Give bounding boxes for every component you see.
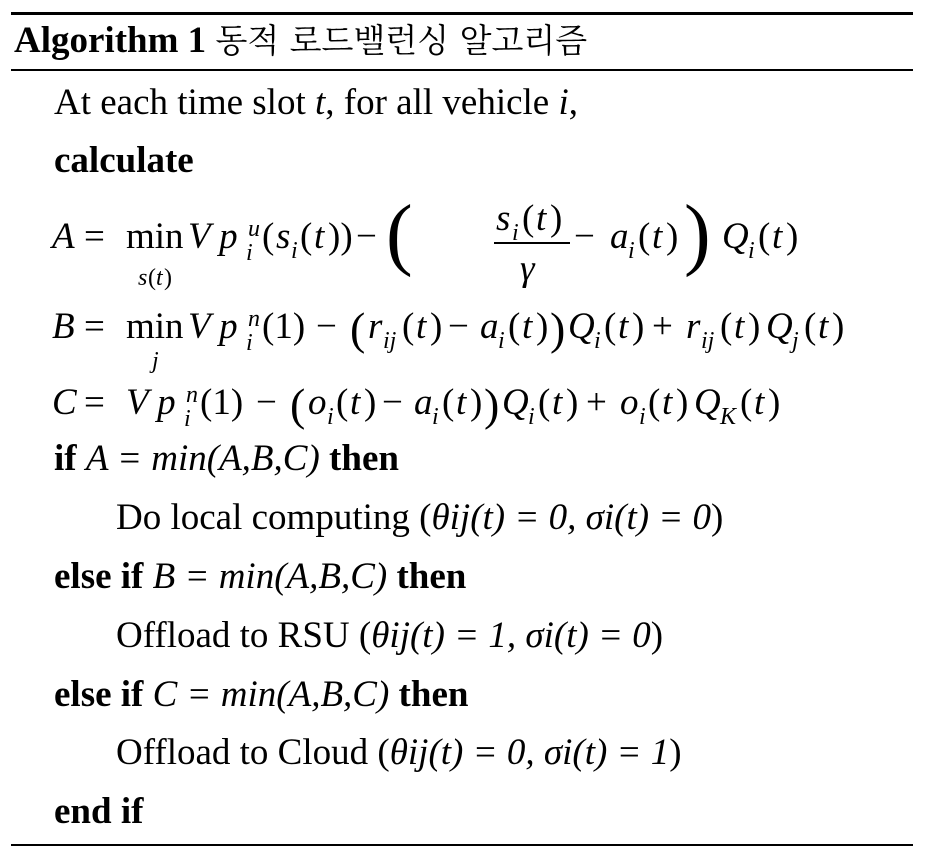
- svg-text:t: t: [416, 306, 427, 347]
- svg-text:): ): [470, 382, 483, 423]
- svg-text:γ: γ: [520, 248, 535, 289]
- top-rule: [11, 12, 913, 15]
- svg-text:i: i: [498, 328, 505, 354]
- svg-text:t: t: [156, 265, 163, 291]
- svg-text:(: (: [648, 382, 661, 423]
- cloud-text: Offload to Cloud: [116, 732, 369, 773]
- svg-text:): ): [832, 306, 845, 347]
- svg-text:): ): [676, 382, 689, 423]
- svg-text:a: a: [480, 306, 499, 347]
- svg-text:(: (: [386, 190, 413, 278]
- intro-line: [54, 80, 578, 126]
- svg-text:a: a: [414, 382, 433, 423]
- intro-var-t: t: [315, 82, 326, 123]
- svg-text:ij: ij: [383, 328, 397, 354]
- svg-text:t: t: [652, 216, 663, 257]
- svg-text:i: i: [184, 406, 191, 432]
- intro-text-a: At each time slot: [54, 82, 315, 123]
- svg-text:): ): [164, 265, 172, 291]
- svg-text:n: n: [248, 306, 260, 332]
- elseif-keyword: else if: [54, 674, 144, 715]
- svg-text:t: t: [618, 306, 629, 347]
- svg-text:t: t: [772, 216, 783, 257]
- svg-text:t: t: [818, 306, 829, 347]
- svg-text:−: −: [256, 382, 277, 423]
- then-keyword: then: [398, 674, 469, 715]
- svg-text:): ): [484, 379, 500, 430]
- if-line: [54, 436, 399, 482]
- equation-a: [50, 188, 810, 300]
- bottom-rule: [11, 844, 913, 846]
- svg-text:s: s: [496, 198, 511, 239]
- svg-text:(: (: [758, 216, 771, 257]
- cloud-line: Offload to Cloud (θij(t) = 0, σi(t) = 1): [116, 732, 682, 773]
- svg-text:): ): [430, 306, 443, 347]
- local-line: Do local computing (θij(t) = 0, σi(t) = 0): [116, 497, 724, 538]
- svg-text:i: i: [748, 238, 755, 264]
- rsu-equation: θij(t) = 1, σi(t) = 0: [371, 615, 651, 656]
- svg-text:V p: V p: [188, 216, 238, 257]
- algorithm-label: Algorithm 1: [14, 20, 207, 61]
- svg-text:s: s: [276, 216, 291, 257]
- svg-text:t: t: [522, 306, 533, 347]
- svg-text:(: (: [300, 216, 313, 257]
- svg-text:(: (: [740, 382, 753, 423]
- svg-text:i: i: [528, 404, 535, 430]
- svg-text:(: (: [538, 382, 551, 423]
- svg-text:(: (: [508, 306, 521, 347]
- elseif-keyword: else if: [54, 556, 144, 597]
- svg-text:−: −: [448, 306, 469, 347]
- header-rule: [11, 69, 913, 71]
- svg-text:(: (: [262, 216, 275, 257]
- svg-text:): ): [550, 198, 563, 239]
- svg-text:(: (: [402, 306, 415, 347]
- condition-b: B = min(A,B,C): [152, 556, 388, 597]
- svg-text:i: i: [594, 328, 601, 354]
- svg-text:s: s: [138, 265, 148, 291]
- algorithm-title-korean: 동적 로드밸런싱 알고리즘: [215, 21, 588, 60]
- svg-text:j: j: [792, 328, 799, 354]
- svg-text:j: j: [152, 348, 159, 374]
- svg-text:t: t: [552, 382, 563, 423]
- svg-text:t: t: [734, 306, 745, 347]
- elseif-c-line: [54, 672, 468, 718]
- svg-text:i: i: [432, 404, 439, 430]
- svg-text:o: o: [308, 382, 327, 423]
- rsu-line: Offload to RSU (θij(t) = 1, σi(t) = 0): [116, 615, 664, 656]
- local-equation: θij(t) = 0, σi(t) = 0: [431, 497, 712, 538]
- svg-text:t: t: [350, 382, 361, 423]
- svg-text:): ): [748, 306, 761, 347]
- svg-text:i: i: [291, 238, 298, 264]
- svg-text:A: A: [52, 216, 75, 257]
- intro-var-i: i: [558, 82, 569, 123]
- intro-text-b: , for all vehicle: [325, 82, 559, 123]
- svg-text:Q: Q: [722, 216, 749, 257]
- svg-text:): ): [536, 306, 549, 347]
- svg-text:i: i: [246, 330, 253, 356]
- endif-keyword: end if: [54, 791, 144, 832]
- svg-text:i: i: [628, 238, 635, 264]
- svg-text:t: t: [662, 382, 673, 423]
- svg-text:(: (: [442, 382, 455, 423]
- local-text: Do local computing: [116, 497, 410, 538]
- svg-text:t: t: [456, 382, 467, 423]
- if-keyword: if: [54, 438, 77, 479]
- calculate-keyword: calculate: [54, 140, 194, 181]
- svg-text:=: =: [84, 306, 105, 347]
- svg-text:): ): [566, 382, 579, 423]
- condition-a: A = min(A,B,C): [85, 438, 320, 479]
- svg-text:)): )): [328, 216, 353, 257]
- svg-text:=: =: [84, 216, 105, 257]
- svg-text:): ): [768, 382, 781, 423]
- svg-text:ij: ij: [701, 328, 715, 354]
- svg-text:C: C: [52, 382, 77, 423]
- svg-text:(1): (1): [200, 382, 244, 423]
- condition-c: C = min(A,B,C): [152, 674, 390, 715]
- then-keyword: then: [396, 556, 467, 597]
- svg-text:Q: Q: [766, 306, 793, 347]
- svg-text:(1): (1): [262, 306, 306, 347]
- intro-text-c: ,: [568, 82, 579, 123]
- svg-text:(: (: [290, 379, 306, 430]
- svg-text:Q: Q: [502, 382, 529, 423]
- svg-text:r: r: [686, 306, 701, 347]
- svg-text:): ): [684, 190, 711, 278]
- svg-text:(: (: [336, 382, 349, 423]
- svg-text:Q: Q: [694, 382, 721, 423]
- svg-text:(: (: [604, 306, 617, 347]
- svg-text:−: −: [316, 306, 337, 347]
- svg-text:r: r: [368, 306, 383, 347]
- svg-text:t: t: [754, 382, 765, 423]
- svg-text:V p: V p: [188, 306, 238, 347]
- svg-text:t: t: [314, 216, 325, 257]
- equation-c: [50, 372, 850, 436]
- svg-text:t: t: [536, 198, 547, 239]
- svg-text:): ): [632, 306, 645, 347]
- svg-text:(: (: [522, 198, 535, 239]
- rsu-text: Offload to RSU: [116, 615, 350, 656]
- svg-text:−: −: [574, 216, 595, 257]
- svg-text:(: (: [148, 265, 156, 291]
- cloud-equation: θij(t) = 0, σi(t) = 1: [389, 732, 670, 773]
- svg-text:(: (: [638, 216, 651, 257]
- elseif-b-line: [54, 554, 466, 600]
- svg-text:Q: Q: [568, 306, 595, 347]
- svg-text:min: min: [126, 306, 184, 347]
- svg-text:+: +: [652, 306, 673, 347]
- svg-text:n: n: [186, 382, 198, 408]
- svg-text:a: a: [610, 216, 629, 257]
- svg-text:): ): [786, 216, 799, 257]
- svg-text:+: +: [586, 382, 607, 423]
- then-keyword: then: [329, 438, 399, 479]
- svg-text:u: u: [248, 216, 260, 242]
- svg-text:(: (: [350, 303, 366, 354]
- svg-text:B: B: [52, 306, 75, 347]
- svg-text:(: (: [720, 306, 733, 347]
- svg-text:): ): [364, 382, 377, 423]
- svg-text:i: i: [246, 240, 253, 266]
- svg-text:min: min: [126, 216, 184, 257]
- svg-text:−: −: [356, 216, 377, 257]
- svg-text:i: i: [512, 220, 519, 246]
- svg-text:−: −: [382, 382, 403, 423]
- svg-text:): ): [666, 216, 679, 257]
- svg-text:K: K: [720, 404, 737, 430]
- svg-text:V p: V p: [126, 382, 176, 423]
- equation-b: [50, 296, 916, 376]
- svg-text:(: (: [804, 306, 817, 347]
- svg-text:o: o: [620, 382, 639, 423]
- svg-text:=: =: [84, 382, 105, 423]
- svg-text:): ): [550, 303, 566, 354]
- svg-text:i: i: [639, 404, 646, 430]
- svg-text:i: i: [327, 404, 334, 430]
- algorithm-title: [14, 17, 587, 65]
